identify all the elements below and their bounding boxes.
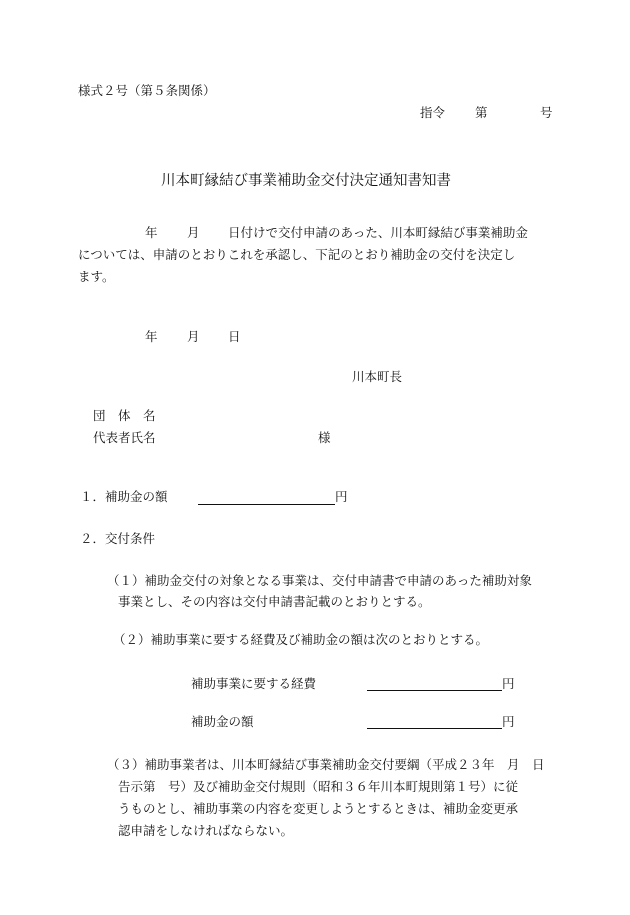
- subsidy-amount-unit: 円: [335, 489, 348, 504]
- intro-month: 月: [187, 225, 200, 240]
- ref-shirei: 指令: [420, 105, 446, 120]
- subsidy-amount-label: １．補助金の額: [80, 489, 168, 504]
- condition-2-line-1: （２）補助事業に要する経費及び補助金の額は次のとおりとする。: [113, 632, 489, 647]
- date-day: 日: [228, 329, 241, 344]
- condition-3-line-1: （３）補助事業者は、川本町縁結び事業補助金交付要綱（平成２３年 月 日: [107, 757, 545, 772]
- condition-1-line-1: （１）補助金交付の対象となる事業は、交付申請書で申請のあった補助対象: [107, 573, 532, 588]
- representative-label: 代表者氏名: [93, 430, 156, 445]
- expense-label: 補助事業に要する経費: [191, 676, 317, 691]
- subsidy-amount-blank: [198, 504, 335, 505]
- intro-year: 年: [145, 225, 158, 240]
- form-label: 様式２号（第５条関係）: [78, 83, 216, 98]
- intro-line-3: ます。: [78, 269, 115, 284]
- date-year: 年: [145, 329, 158, 344]
- conditions-heading: ２．交付条件: [80, 531, 156, 546]
- condition-3-line-2: 告示第 号）及び補助金交付規則（昭和３６年川本町規則第１号）に従: [118, 779, 519, 794]
- intro-line-2: については、申請のとおりこれを承認し、下記のとおり補助金の交付を決定し: [78, 247, 516, 262]
- intro-line-1: 日付けで交付申請のあった、川本町縁結び事業補助金: [228, 225, 528, 240]
- condition-3-line-4: 認申請をしなければならない。: [118, 823, 294, 838]
- group-name-label: 団 体 名: [93, 408, 156, 423]
- date-month: 月: [187, 329, 200, 344]
- ref-gou: 号: [540, 105, 553, 120]
- condition-1-line-2: 事業とし、その内容は交付申請書記載のとおりとする。: [118, 594, 431, 609]
- honorific: 様: [318, 430, 331, 445]
- subsidy-unit: 円: [502, 714, 515, 729]
- subsidy-blank: [367, 728, 502, 729]
- issuer: 川本町長: [352, 369, 403, 384]
- expense-blank: [367, 690, 502, 691]
- condition-3-line-3: うものとし、補助事業の内容を変更しようとするときは、補助金変更承: [118, 801, 519, 816]
- ref-dai: 第: [475, 105, 488, 120]
- subsidy-label: 補助金の額: [191, 714, 254, 729]
- expense-unit: 円: [502, 676, 515, 691]
- document-title: 川本町縁結び事業補助金交付決定通知書知書: [161, 173, 451, 189]
